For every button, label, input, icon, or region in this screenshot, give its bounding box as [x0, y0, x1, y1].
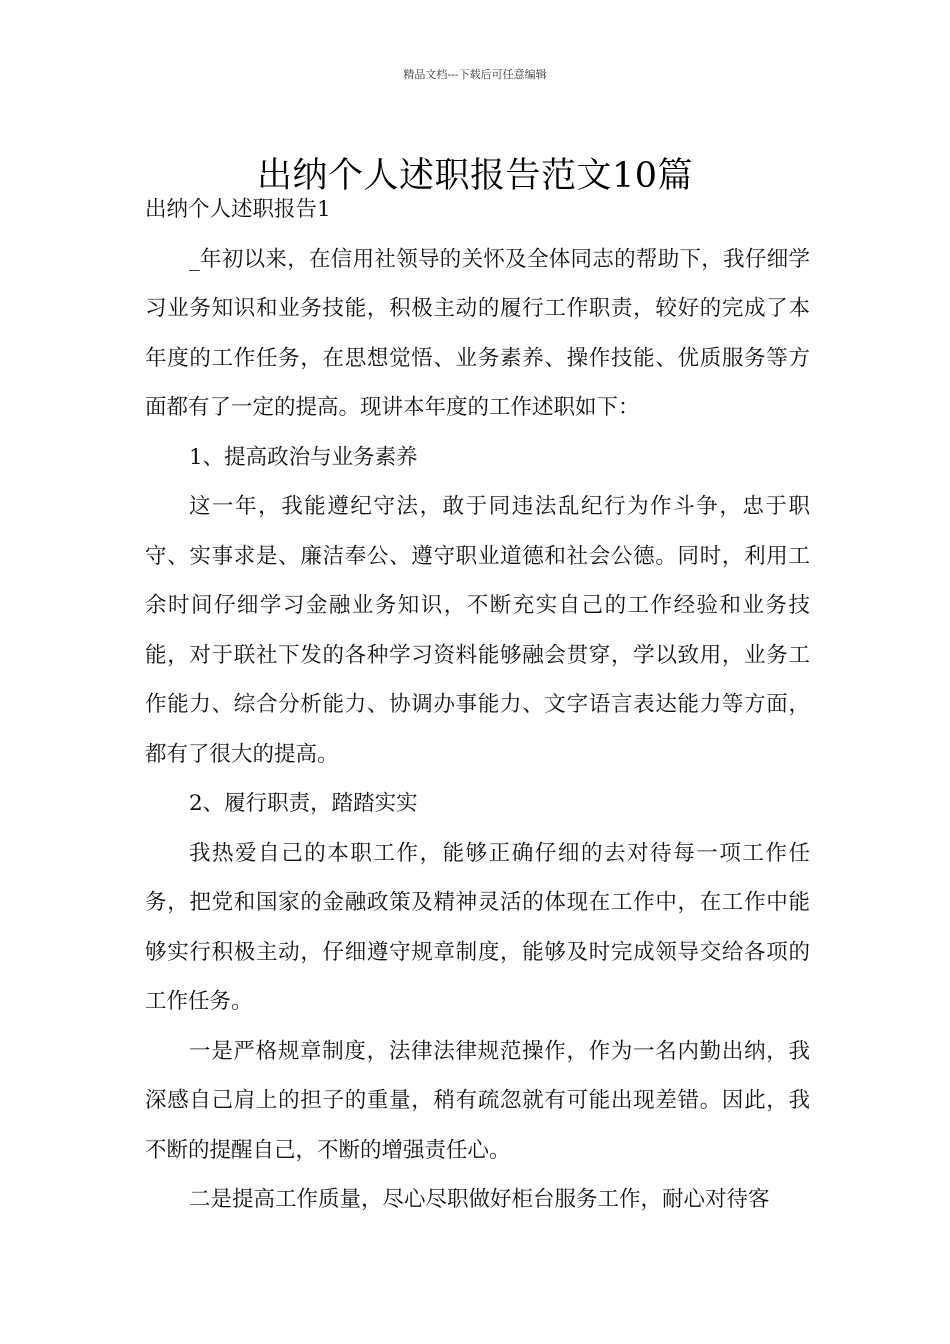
- paragraph: 二是提高工作质量，尽心尽职做好柜台服务工作，耐心对待客: [189, 1187, 770, 1212]
- numbered-heading: 2、履行职责，踏踏实实: [189, 791, 418, 816]
- page-header: 精品文档---下载后可任意编辑: [403, 68, 547, 81]
- paragraph: 我热爱自己的本职工作，能够正确仔细的去对待每一项工作任务，把党和国家的金融政策及精神灵活的体现在工作中，在工作中能够实行积极主动，仔细遵守规章制度，能够及时完成领导交给各项的工作任务。: [145, 840, 810, 1014]
- document-body: [145, 185, 810, 1225]
- paragraph: 这一年，我能遵纪守法，敢于同违法乱纪行为作斗争，忠于职守、实事求是、廉洁奉公、遵守职业道德和社会公德。同时，利用工余时间仔细学习金融业务知识，不断充实自己的工作经验和业务技能，对于联社下发的各种学习资料能够融会贯穿，学以致用，业务工作能力、综合分析能力、协调办事能力、文字语言表达能力等方面，都有了很大的提高。: [145, 494, 810, 767]
- document-title: 出纳个人述职报告范文10篇: [256, 156, 694, 197]
- paragraph: 一是严格规章制度，法律法律规范操作，作为一名内勤出纳，我深感自己肩上的担子的重量，稍有疏忽就有可能出现差错。因此，我不断的提醒自己，不断的增强责任心。: [145, 1038, 810, 1163]
- paragraph: _年初以来，在信用社领导的关怀及全体同志的帮助下，我仔细学习业务知识和业务技能，积极主动的履行工作职责，较好的完成了本年度的工作任务，在思想觉悟、业务素养、操作技能、优质服务等方面都有了一定的提高。现讲本年度的工作述职如下：: [145, 246, 810, 420]
- section-heading: 出纳个人述职报告1: [145, 197, 331, 222]
- numbered-heading: 1、提高政治与业务素养: [189, 444, 418, 470]
